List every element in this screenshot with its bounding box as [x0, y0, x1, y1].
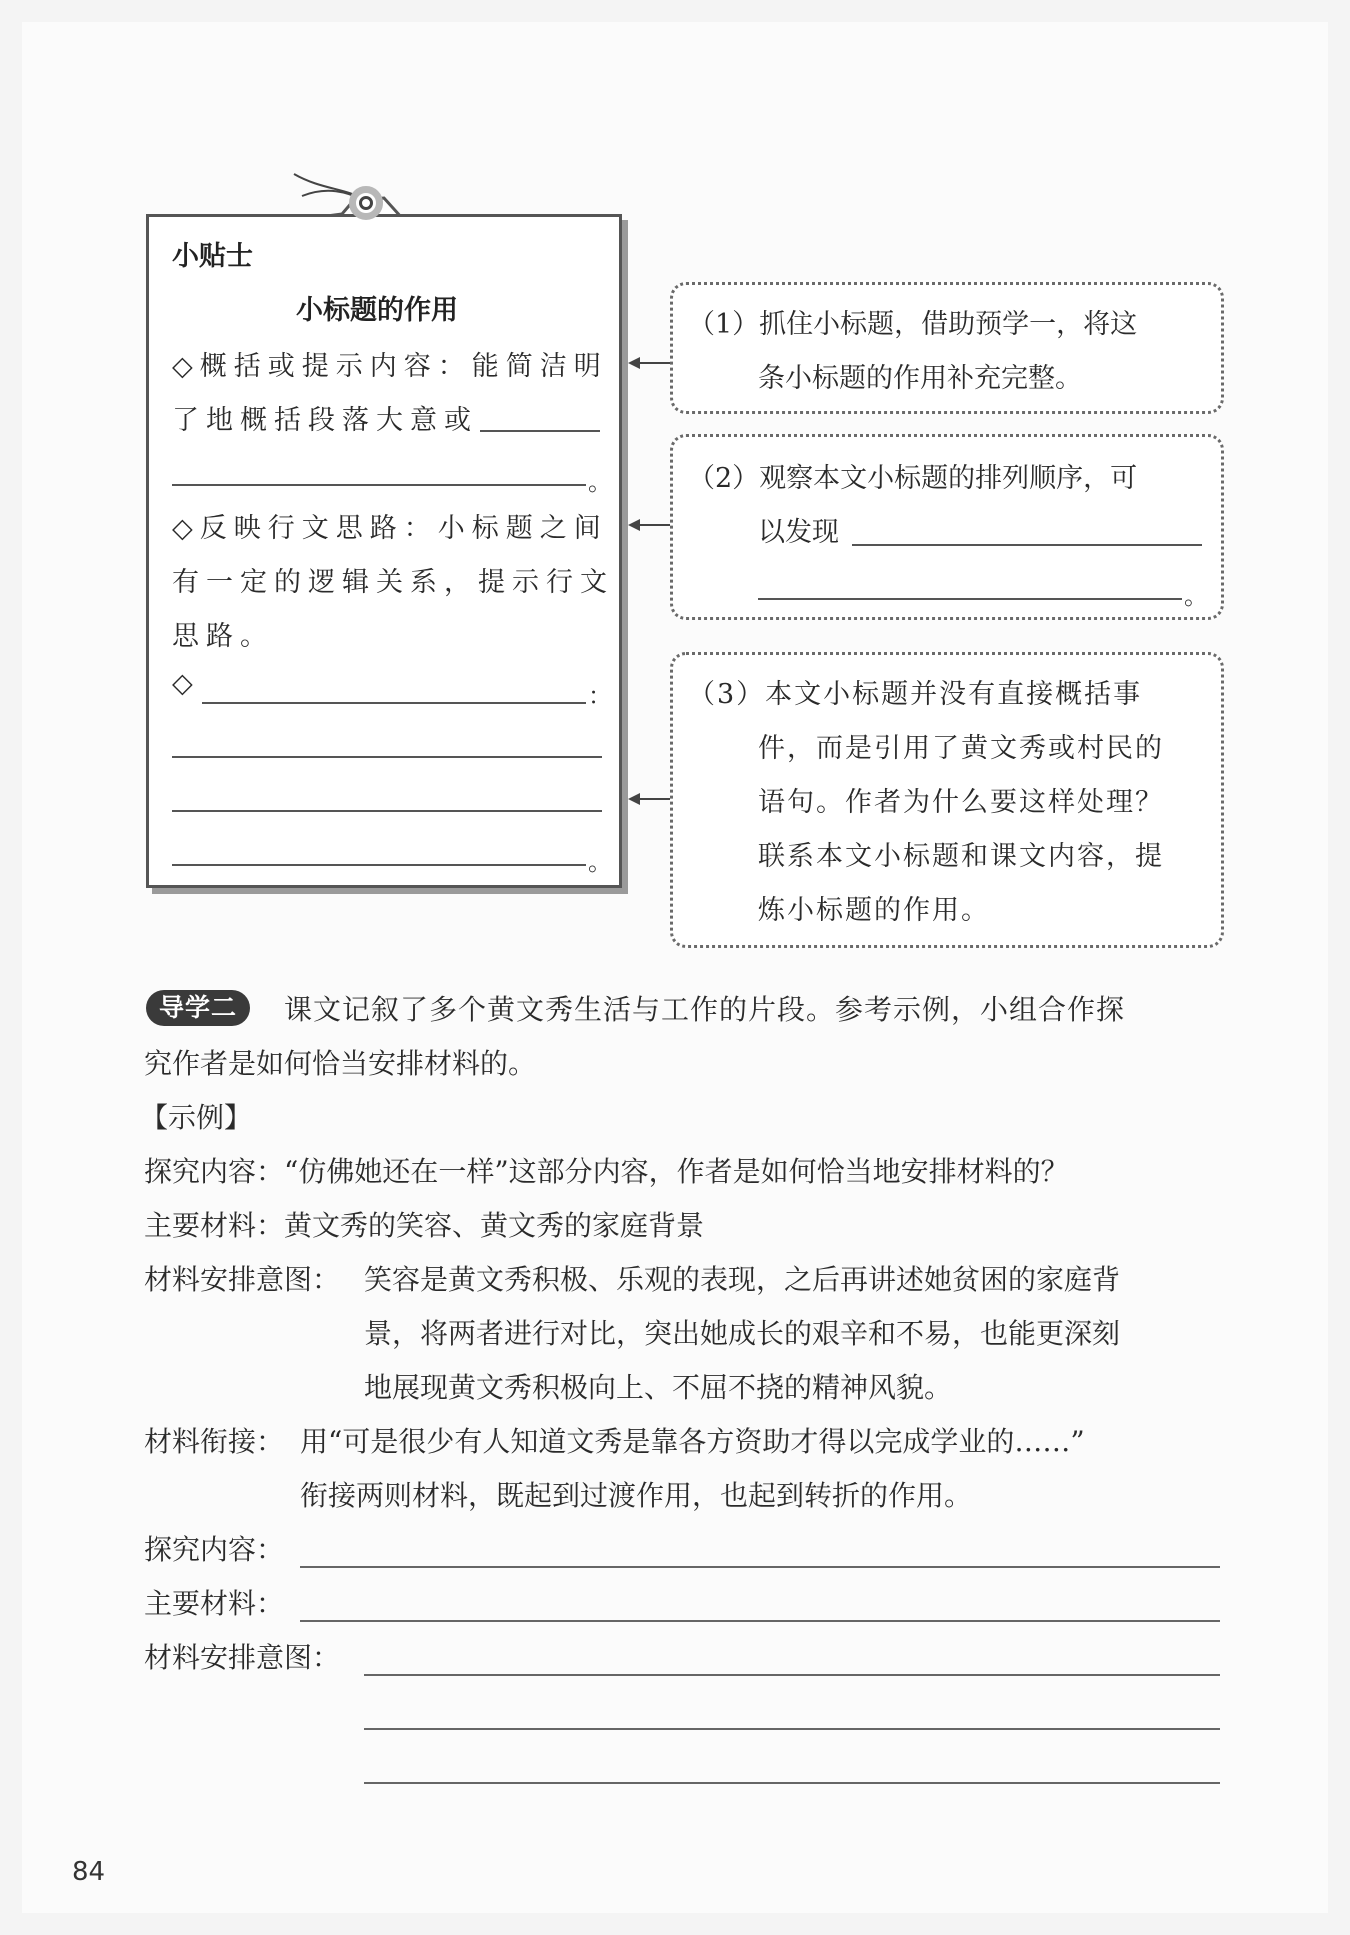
guide-intro-2: 究作者是如何恰当安排材料的。 — [144, 1047, 537, 1080]
tip-line-7: ◇ — [172, 668, 200, 699]
tip-line-3-end: 。 — [588, 468, 612, 496]
answer-line[interactable] — [364, 1728, 1220, 1730]
tip-line-10-end: 。 — [588, 848, 612, 876]
guide-badge: 导学二 — [146, 990, 250, 1026]
blank-line[interactable] — [202, 702, 586, 704]
q2-end: 。 — [1184, 582, 1208, 610]
blank-line[interactable] — [172, 864, 586, 866]
tip-line-6: 思路。 — [172, 621, 274, 652]
q3-line-4: 联系本文小标题和课文内容，提 — [758, 841, 1164, 872]
blank-line[interactable] — [172, 810, 602, 812]
q3-line-1: （3）本文小标题并没有直接概括事 — [688, 679, 1143, 710]
q3-line-2: 件，而是引用了黄文秀或村民的 — [758, 733, 1164, 764]
blank-line[interactable] — [852, 544, 1202, 546]
q1-line-1: （1）抓住小标题，借助预学一，将这 — [688, 309, 1138, 340]
tip-subtitle: 小标题的作用 — [296, 295, 458, 326]
blank-line[interactable] — [758, 598, 1182, 600]
example-material: 主要材料：黄文秀的笑容、黄文秀的家庭背景 — [144, 1209, 705, 1242]
example-link-2: 衔接两则材料，既起到过渡作用，也起到转折的作用。 — [300, 1479, 973, 1512]
q3-line-5: 炼小标题的作用。 — [758, 895, 990, 926]
arrow-icon — [630, 362, 670, 364]
blank-line[interactable] — [480, 430, 600, 432]
page-number: 84 — [72, 1857, 106, 1887]
guide-intro-1: 课文记叙了多个黄文秀生活与工作的片段。参考示例，小组合作探 — [284, 993, 1126, 1026]
example-intent-label: 材料安排意图： — [144, 1263, 341, 1296]
field-material-label: 主要材料： — [144, 1587, 285, 1620]
q2-line-2: 以发现 — [758, 517, 839, 548]
answer-line[interactable] — [300, 1566, 1220, 1568]
q3-line-3: 语句。作者为什么要这样处理？ — [758, 787, 1164, 818]
example-content: 探究内容：“仿佛她还在一样”这部分内容，作者是如何恰当地安排材料的？ — [144, 1155, 1069, 1188]
answer-line[interactable] — [300, 1620, 1220, 1622]
answer-line[interactable] — [364, 1782, 1220, 1784]
arrow-icon — [630, 524, 670, 526]
blank-line[interactable] — [172, 756, 602, 758]
field-content-label: 探究内容： — [144, 1533, 285, 1566]
example-label: 【示例】 — [140, 1101, 253, 1134]
tip-line-2: 了地概括段落大意或 — [172, 405, 478, 436]
q1-line-2: 条小标题的作用补充完整。 — [758, 363, 1082, 394]
example-intent-1: 笑容是黄文秀积极、乐观的表现，之后再讲述她贫困的家庭背 — [364, 1263, 1121, 1296]
answer-line[interactable] — [364, 1674, 1220, 1676]
arrow-icon — [630, 798, 670, 800]
tip-title: 小贴士 — [172, 241, 253, 272]
field-intent-label: 材料安排意图： — [144, 1641, 341, 1674]
tip-line-4: ◇反映行文思路：小标题之间 — [172, 513, 608, 544]
tag-hole-icon — [359, 196, 373, 210]
tip-line-7-end: ： — [588, 682, 612, 710]
example-intent-3: 地展现黄文秀积极向上、不屈不挠的精神风貌。 — [364, 1371, 953, 1404]
tip-line-5: 有一定的逻辑关系，提示行文 — [172, 567, 614, 598]
q2-line-1: （2）观察本文小标题的排列顺序，可 — [688, 463, 1138, 494]
example-intent-2: 景，将两者进行对比，突出她成长的艰辛和不易，也能更深刻 — [364, 1317, 1121, 1350]
blank-line[interactable] — [172, 484, 586, 486]
example-link-1: 用“可是很少有人知道文秀是靠各方资助才得以完成学业的……” — [300, 1425, 1085, 1458]
example-link-label: 材料衔接： — [144, 1425, 285, 1458]
tip-line-1: ◇概括或提示内容：能简洁明 — [172, 351, 608, 382]
